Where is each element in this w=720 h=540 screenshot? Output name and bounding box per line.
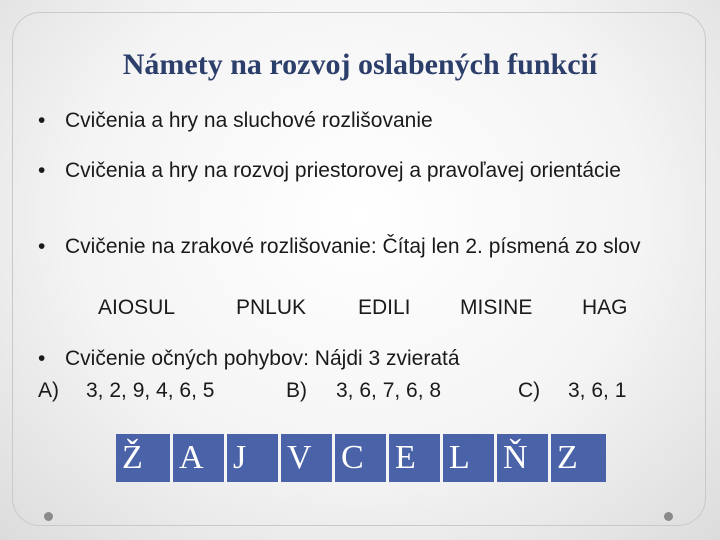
corner-dot-right: [664, 512, 673, 521]
sequence-a-value: 3, 2, 9, 4, 6, 5: [86, 379, 215, 402]
letter-cell: Ň: [494, 434, 548, 482]
letter-cell: Z: [548, 434, 606, 482]
letter-cell: J: [224, 434, 278, 482]
letter-cell: V: [278, 434, 332, 482]
slide-title: Námety na rozvoj oslabených funkcií: [122, 48, 598, 81]
corner-dot-left: [44, 512, 53, 521]
bullet-marker: •: [38, 159, 46, 182]
bullet-text: Cvičenia a hry na rozvoj priestorovej a pravoľavej orientácie: [65, 159, 621, 182]
word-1: AIOSUL: [98, 296, 176, 319]
sequence-c-value: 3, 6, 1: [568, 379, 627, 402]
bullet-text: Cvičenia a hry na sluchové rozlišovanie: [65, 109, 433, 132]
word-5: HAG: [582, 296, 628, 319]
letter-cell: Ž: [122, 439, 143, 476]
bullet-marker: •: [38, 109, 46, 132]
letter-cell: L: [440, 434, 494, 482]
sequence-b-label: B): [286, 379, 307, 402]
letter-cell: E: [386, 434, 440, 482]
word-2: PNLUK: [236, 296, 307, 319]
sequence-c-label: C): [518, 379, 541, 402]
letter-cell: A: [170, 434, 224, 482]
bullet-text: Cvičenie očných pohybov: Nájdi 3 zvieratá: [65, 347, 460, 370]
letter-cell: C: [332, 434, 386, 482]
bullet-marker: •: [38, 347, 46, 370]
sequence-b-value: 3, 6, 7, 6, 8: [336, 379, 442, 402]
sequence-a-label: A): [38, 379, 59, 402]
word-3: EDILI: [358, 296, 411, 319]
word-4: MISINE: [460, 296, 533, 319]
bullet-text: Cvičenie na zrakové rozlišovanie: Čítaj len 2. písmená zo slov: [65, 235, 641, 258]
letter-strip: [116, 434, 606, 482]
bullet-marker: •: [38, 235, 46, 258]
